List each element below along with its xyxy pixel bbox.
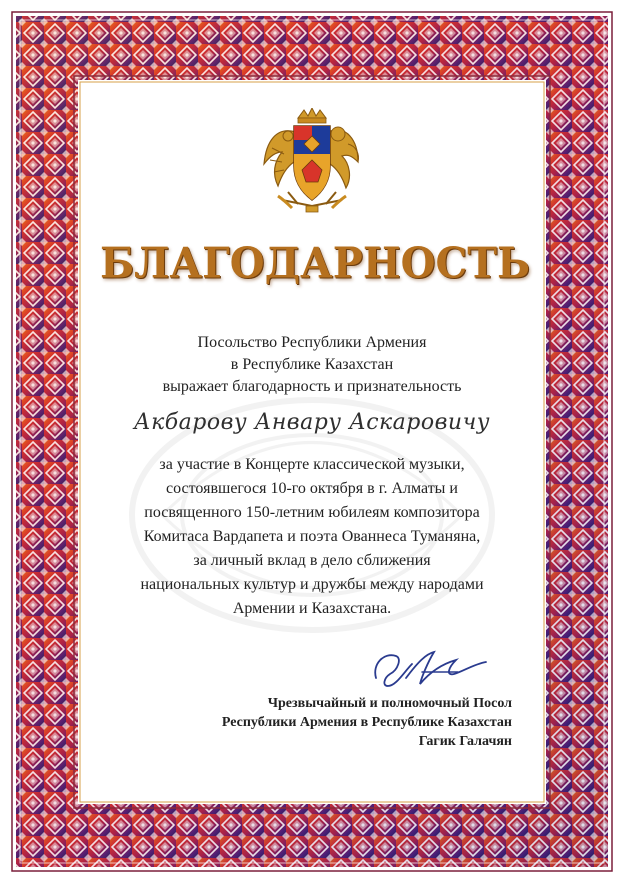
intro-line: Посольство Республики Армения [197,334,427,351]
signer-name: Гагик Галачян [418,734,512,749]
handwritten-signature-icon [362,642,492,690]
body-line: состоявшегося 10-го октября в г. Алматы и [166,480,458,497]
recipient-name: Акбарову Анвару Аскаровичу [133,410,491,435]
intro-text [100,332,524,398]
body-line: Армении и Казахстана. [232,600,392,617]
signer-title: Чрезвычайный и полномочный Посол [267,696,512,711]
certificate-content [100,100,531,780]
signer-block [180,694,512,751]
body-text [86,453,538,621]
body-line: национальных культур и дружбы между народами [140,576,484,593]
signer-title: Республики Армения в Республике Казахстан [221,715,512,730]
body-line: за участие в Концерте классической музыки, [159,456,465,473]
intro-line: выражает благодарность и признательность [162,378,462,395]
body-line: посвященного 150-летним юбилеям композитора [144,504,480,521]
intro-line: в Республике Казахстан [230,356,394,373]
document-title: БЛАГОДАРНОСТЬ [100,238,531,289]
armenia-coat-of-arms-icon [258,108,366,214]
body-line: Комитаса Вардапета и поэта Ованнеса Туманяна, [143,528,481,545]
body-line: за личный вклад в дело сближения [193,552,431,569]
